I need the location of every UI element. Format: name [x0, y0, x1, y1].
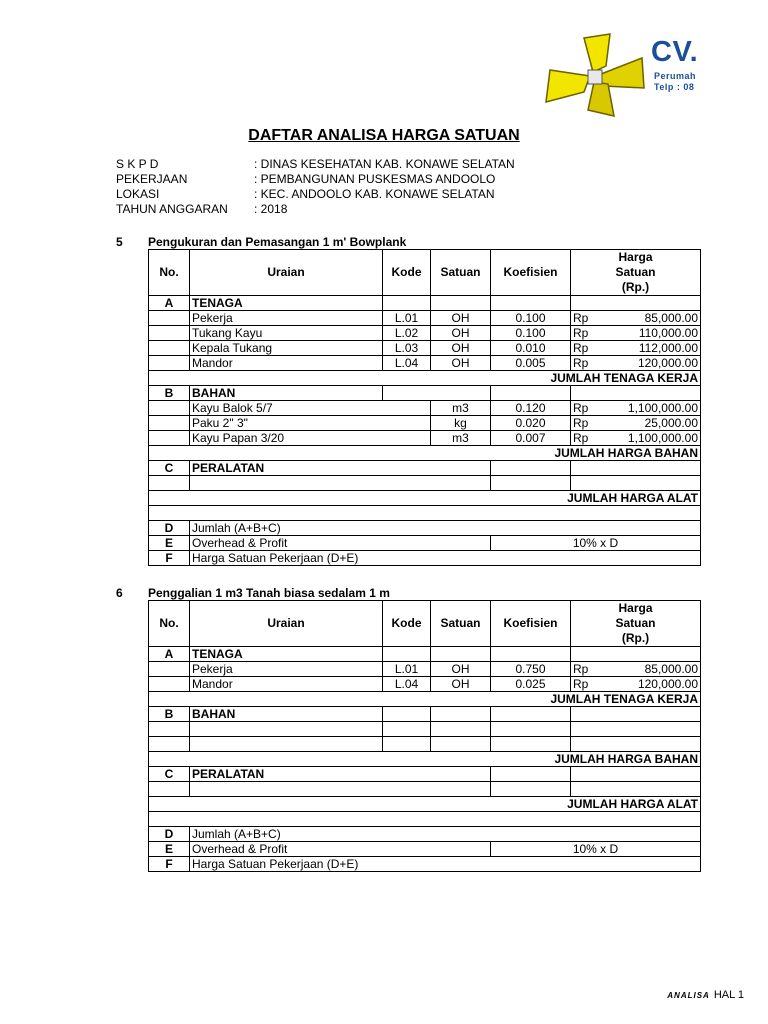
table-row	[149, 326, 701, 341]
analysis-table	[148, 249, 701, 566]
item-uraian: Tukang Kayu	[190, 326, 383, 341]
header-satuan: Satuan	[431, 250, 491, 296]
header-koefisien: Koefisien	[491, 601, 571, 647]
item-koefisien: 0.025	[491, 677, 571, 692]
header-no: No.	[149, 601, 190, 647]
summary-label: E	[149, 536, 190, 551]
item-satuan: OH	[431, 677, 491, 692]
item-koefisien: 0.020	[491, 416, 571, 431]
item-harga: 85,000.00	[597, 662, 701, 677]
subtotal-label: JUMLAH TENAGA KERJA	[149, 692, 701, 707]
summary-label: E	[149, 842, 190, 857]
section-number: 6	[116, 586, 123, 600]
info-value: : PEMBANGUNAN PUSKESMAS ANDOOLO	[254, 172, 496, 186]
section-heading	[116, 586, 390, 600]
header-kode: Kode	[383, 250, 431, 296]
item-koefisien: 0.100	[491, 326, 571, 341]
item-kode: L.01	[383, 311, 431, 326]
info-label: LOKASI	[116, 187, 160, 201]
subtotal-row	[149, 491, 701, 506]
group-row	[149, 386, 701, 401]
group-label: A	[149, 296, 190, 311]
page-footer	[667, 989, 744, 1001]
group-title: BAHAN	[190, 386, 383, 401]
group-title: BAHAN	[190, 707, 383, 722]
table-row	[149, 311, 701, 326]
item-uraian: Mandor	[190, 677, 383, 692]
group-row	[149, 647, 701, 662]
subtotal-label: JUMLAH HARGA ALAT	[149, 797, 701, 812]
subtotal-row	[149, 797, 701, 812]
item-satuan: m3	[431, 401, 491, 416]
company-logo	[538, 30, 768, 120]
table-row	[149, 356, 701, 371]
table-header-row	[149, 250, 701, 296]
info-label: S K P D	[116, 157, 159, 171]
item-harga: 1,100,000.00	[597, 401, 701, 416]
item-uraian: Kayu Balok 5/7	[190, 401, 431, 416]
item-harga: 120,000.00	[597, 677, 701, 692]
item-currency: Rp	[571, 341, 597, 356]
group-title: TENAGA	[190, 647, 383, 662]
item-kode: L.02	[383, 326, 431, 341]
item-currency: Rp	[571, 311, 597, 326]
section-number: 5	[116, 235, 123, 249]
table-row	[149, 416, 701, 431]
group-row	[149, 767, 701, 782]
info-value: : KEC. ANDOOLO KAB. KONAWE SELATAN	[254, 187, 495, 201]
item-currency: Rp	[571, 431, 597, 446]
summary-koefisien: 10% x D	[491, 842, 701, 857]
summary-text: Overhead & Profit	[190, 536, 491, 551]
group-label: C	[149, 767, 190, 782]
info-value: : DINAS KESEHATAN KAB. KONAWE SELATAN	[254, 157, 515, 171]
subtotal-row	[149, 371, 701, 386]
summary-row	[149, 551, 701, 566]
group-row	[149, 296, 701, 311]
summary-label: F	[149, 857, 190, 872]
item-uraian: Pekerja	[190, 311, 383, 326]
item-koefisien: 0.750	[491, 662, 571, 677]
table-row	[149, 401, 701, 416]
group-title: TENAGA	[190, 296, 383, 311]
item-koefisien: 0.010	[491, 341, 571, 356]
item-koefisien: 0.120	[491, 401, 571, 416]
table-row	[149, 341, 701, 356]
item-currency: Rp	[571, 416, 597, 431]
summary-row	[149, 857, 701, 872]
subtotal-label: JUMLAH HARGA BAHAN	[149, 752, 701, 767]
company-address: Perumah	[654, 71, 697, 81]
item-uraian: Kayu Papan 3/20	[190, 431, 431, 446]
group-row	[149, 707, 701, 722]
summary-text: Overhead & Profit	[190, 842, 491, 857]
item-kode: L.04	[383, 677, 431, 692]
analysis-table	[148, 600, 701, 872]
table-row	[149, 677, 701, 692]
company-name: CV.	[651, 36, 699, 68]
summary-label: D	[149, 827, 190, 842]
summary-label: F	[149, 551, 190, 566]
summary-text: Jumlah (A+B+C)	[190, 827, 701, 842]
item-satuan: OH	[431, 311, 491, 326]
blank-row	[149, 737, 701, 752]
item-currency: Rp	[571, 401, 597, 416]
item-harga: 110,000.00	[597, 326, 701, 341]
summary-row	[149, 536, 701, 551]
subtotal-row	[149, 446, 701, 461]
blank-row	[149, 722, 701, 737]
item-satuan: OH	[431, 662, 491, 677]
info-value: : 2018	[254, 202, 288, 216]
page-title: DAFTAR ANALISA HARGA SATUAN	[248, 127, 520, 144]
item-harga: 1,100,000.00	[597, 431, 701, 446]
group-label: B	[149, 386, 190, 401]
table-row	[149, 431, 701, 446]
item-kode: L.03	[383, 341, 431, 356]
group-title: PERALATAN	[190, 767, 491, 782]
item-satuan: OH	[431, 326, 491, 341]
propeller-logo-icon	[538, 30, 653, 120]
item-uraian: Paku 2" 3"	[190, 416, 431, 431]
table-row	[149, 662, 701, 677]
item-koefisien: 0.100	[491, 311, 571, 326]
summary-label: D	[149, 521, 190, 536]
summary-row	[149, 521, 701, 536]
header-satuan: Satuan	[431, 601, 491, 647]
header-uraian: Uraian	[190, 601, 383, 647]
item-uraian: Mandor	[190, 356, 383, 371]
summary-text: Jumlah (A+B+C)	[190, 521, 701, 536]
subtotal-row	[149, 752, 701, 767]
item-kode: L.01	[383, 662, 431, 677]
subtotal-label: JUMLAH HARGA BAHAN	[149, 446, 701, 461]
summary-row	[149, 827, 701, 842]
item-kode: L.04	[383, 356, 431, 371]
item-satuan: OH	[431, 341, 491, 356]
group-label: B	[149, 707, 190, 722]
item-currency: Rp	[571, 326, 597, 341]
summary-koefisien: 10% x D	[491, 536, 701, 551]
header-koefisien: Koefisien	[491, 250, 571, 296]
item-koefisien: 0.007	[491, 431, 571, 446]
item-harga: 120,000.00	[597, 356, 701, 371]
group-row	[149, 461, 701, 476]
header-harga: Harga Satuan (Rp.)	[571, 601, 701, 647]
table-header-row	[149, 601, 701, 647]
group-label: C	[149, 461, 190, 476]
info-label: TAHUN ANGGARAN	[116, 202, 228, 216]
blank-row	[149, 812, 701, 827]
blank-row	[149, 506, 701, 521]
group-title: PERALATAN	[190, 461, 491, 476]
item-currency: Rp	[571, 677, 597, 692]
subtotal-row	[149, 692, 701, 707]
item-uraian: Kepala Tukang	[190, 341, 383, 356]
section-title: Penggalian 1 m3 Tanah biasa sedalam 1 m	[148, 586, 390, 600]
header-kode: Kode	[383, 601, 431, 647]
subtotal-label: JUMLAH HARGA ALAT	[149, 491, 701, 506]
company-phone: Telp : 08	[654, 82, 695, 92]
item-koefisien: 0.005	[491, 356, 571, 371]
section-title: Pengukuran dan Pemasangan 1 m' Bowplank	[148, 235, 407, 249]
section-heading	[116, 235, 406, 249]
summary-text: Harga Satuan Pekerjaan (D+E)	[190, 551, 701, 566]
item-harga: 25,000.00	[597, 416, 701, 431]
blank-row	[149, 782, 701, 797]
summary-row	[149, 842, 701, 857]
header-uraian: Uraian	[190, 250, 383, 296]
summary-text: Harga Satuan Pekerjaan (D+E)	[190, 857, 701, 872]
item-harga: 112,000.00	[597, 341, 701, 356]
footer-label: ANALISA	[667, 991, 710, 1000]
info-label: PEKERJAAN	[116, 172, 188, 186]
group-label: A	[149, 647, 190, 662]
item-uraian: Pekerja	[190, 662, 383, 677]
header-no: No.	[149, 250, 190, 296]
item-satuan: kg	[431, 416, 491, 431]
item-satuan: m3	[431, 431, 491, 446]
item-currency: Rp	[571, 662, 597, 677]
item-harga: 85,000.00	[597, 311, 701, 326]
blank-row	[149, 476, 701, 491]
item-currency: Rp	[571, 356, 597, 371]
subtotal-label: JUMLAH TENAGA KERJA	[149, 371, 701, 386]
project-info	[116, 157, 515, 217]
item-satuan: OH	[431, 356, 491, 371]
header-harga: Harga Satuan (Rp.)	[571, 250, 701, 296]
page-number: HAL 1	[713, 989, 744, 1001]
